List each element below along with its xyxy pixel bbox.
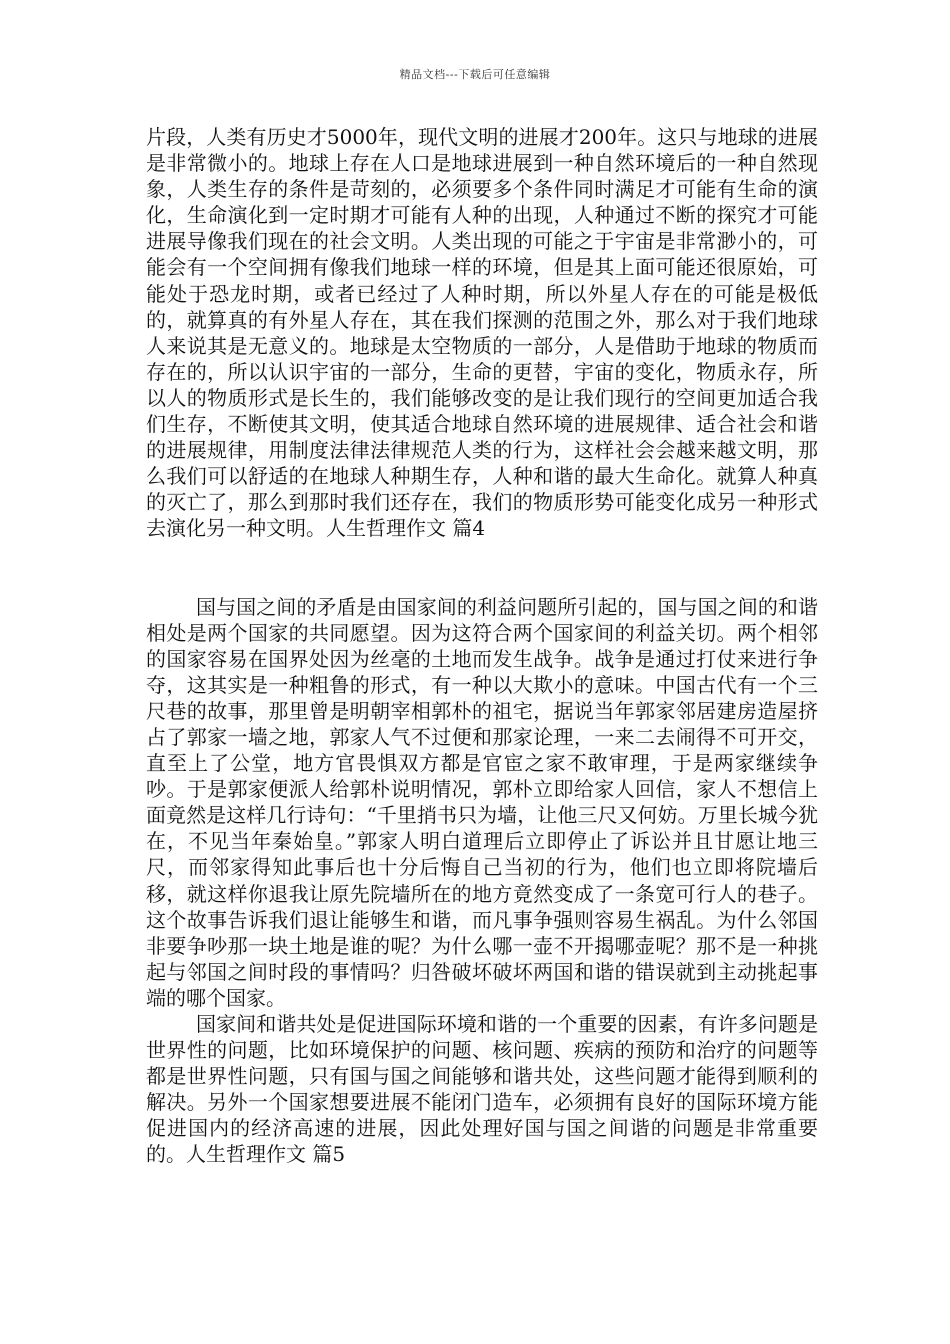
paragraph-1: 片段，人类有历史才5000年，现代文明的进展才200年。这只与地球的进展是非常微小的。地球上存在人口是地球进展到一种自然环境后的一种自然现象，人类生存的条件是苛刻的，必须要多个条件同时满足才可能有生命的演化，生命演化到一定时期才可能有人种的出现，人种通过不断的探究才可能进展导像我们现在的社会文明。人类出现的可能之于宇宙是非常渺小的，可能会有一个空间拥有像我们地球一样的环境，但是其上面可能还很原始，可能处于恐龙时期，或者已经过了人种时期，所以外星人存在的可能是极低的，就算真的有外星人存在，其在我们探测的范围之外，那么对于我们地球人来说其是无意义的。地球是太空物质的一部分，人是借助于地球的物质而存在的，所以认识宇宙的一部分，生命的更替，宇宙的变化，物质永存，所以人的物质形式是长生的，我们能够改变的是让我们现行的空间更加适合我们生存，不断使其文明，使其适合地球自然环境的进展规律、适合社会和谐的进展规律，用制度法律法律规范人类的行为，这样社会会越来越文明，那么我们可以舒适的在地球人种期生存，人种和谐的最大生命化。就算人种真的灭亡了，那么到那时我们还存在，我们的物质形势可能变化成另一种形式去演化另一种文明。人生哲理作文 篇4 [146,125,818,541]
page-header: 精品文档---下载后可任意编辑 [399,68,551,81]
paragraph-2: 国与国之间的矛盾是由国家间的利益问题所引起的，国与国之间的和谐相处是两个国家的共同愿望。因为这符合两个国家间的利益关切。两个相邻的国家容易在国界处因为丝毫的土地而发生战争。战争是通过打仗来进行争夺，这其实是一种粗鲁的形式，有一种以大欺小的意味。中国古代有一个三尺巷的故事，那里曾是明朝宰相郭朴的祖宅，据说当年郭家邻居建房造屋挤占了郭家一墙之地，郭家人气不过便和那家论理，一来二去闹得不可开交，直至上了公堂，地方官畏惧双方都是官宦之家不敢审理，于是两家继续争吵。于是郭家便派人给郭朴说明情况，郭朴立即给家人回信，家人不想信上面竟然是这样几行诗句：“千里捎书只为墙，让他三尺又何妨。万里长城今犹在，不见当年秦始皇。”郭家人明白道理后立即停止了诉讼并且甘愿让地三尺，而邻家得知此事后也十分后悔自己当初的行为，他们也立即将院墙后移，就这样你退我让原先院墙所在的地方竟然变成了一条宽可行人的巷子。这个故事告诉我们退让能够生和谐，而凡事争强则容易生祸乱。为什么邻国非要争吵那一块土地是谁的呢？为什么哪一壶不开揭哪壶呢？那不是一种挑起与邻国之间时段的事情吗？归咎破坏破坏两国和谐的错误就到主动挑起事端的哪个国家。 [146,594,818,1010]
document-body [146,124,818,1168]
paragraph-gap [146,542,818,594]
paragraph-3: 国家间和谐共处是促进国际环境和谐的一个重要的因素，有许多问题是世界性的问题，比如环境保护的问题、核问题、疾病的预防和治疗的问题等都是世界性问题，只有国与国之间能够和谐共处，这些问题才能得到顺利的解决。另外一个国家想要进展不能闭门造车，必须拥有良好的国际环境方能促进国内的经济高速的进展，因此处理好国与国之间谐的问题是非常重要的。人生哲理作文 篇5 [146,1012,818,1167]
